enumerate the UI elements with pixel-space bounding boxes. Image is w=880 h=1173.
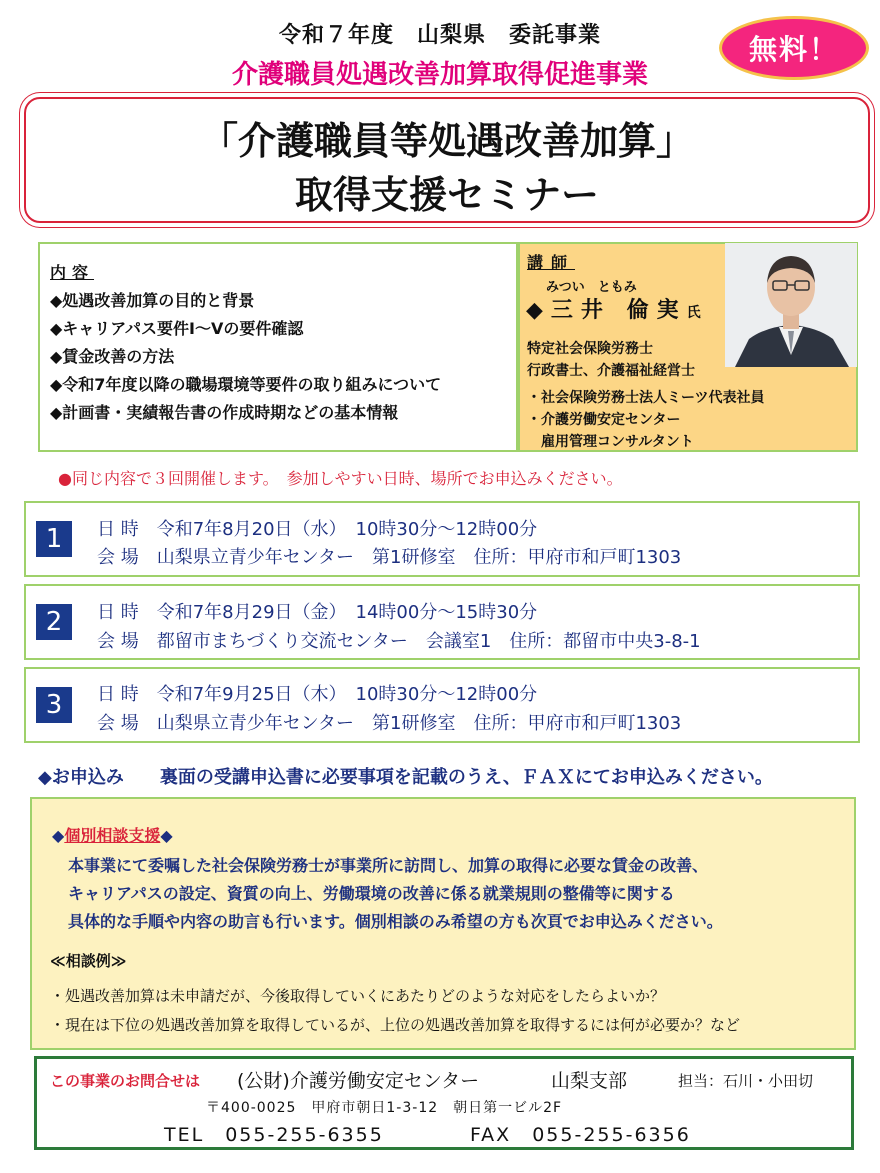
- session-number-badge: 1: [36, 521, 72, 557]
- lecturer-title: ・社会保険労務士法人ミーツ代表社員: [527, 390, 765, 406]
- content-item: ◆計画書・実績報告書の作成時期などの基本情報: [50, 403, 399, 422]
- lecturer-honorific: 氏: [686, 305, 701, 321]
- session-number-badge: 2: [36, 604, 72, 640]
- session-venue: 会 場 山梨県立青少年センター 第1研修室 住所：甲府市和戸町1303: [97, 547, 682, 568]
- consultation-example: ・現在は下位の処遇改善加算を取得しているが、上位の処遇改善加算を取得するには何が必要か？など: [50, 1016, 741, 1034]
- lecturer-title: 行政書士、介護福祉経営士: [527, 363, 695, 379]
- contact-lead: この事業のお問合せは: [50, 1072, 201, 1090]
- contact-organization: (公財)介護労働安定センター: [237, 1070, 480, 1092]
- header-year-line: 令和７年度 山梨県 委託事業: [278, 23, 601, 48]
- contact-person: 担当：石川・小田切: [678, 1072, 814, 1090]
- lecturer-title: ・介護労働安定センター: [527, 412, 681, 428]
- header-project-name: 介護職員処遇改善加算取得促進事業: [231, 60, 648, 90]
- consultation-example: ・処遇改善加算は未申請だが、今後取得していくにあたりどのような対応をしたらよいか？: [50, 987, 666, 1005]
- contact-address: 〒400-0025 甲府市朝日1-3-12 朝日第一ビル2F: [206, 1100, 563, 1116]
- content-item: ◆キャリアパス要件Ⅰ～Ⅴの要件確認: [50, 319, 304, 338]
- lecturer-name-text: ◆三井 倫実: [526, 298, 687, 323]
- heading-diamond: ◆: [160, 826, 173, 845]
- page-title-line1: 「介護職員等処遇改善加算」: [199, 119, 694, 163]
- content-heading: 内容: [50, 263, 95, 282]
- contact-tel: TEL 055-255-6355: [164, 1124, 384, 1146]
- lecturer-title: 特定社会保険労務士: [527, 341, 653, 357]
- lecturer-heading: 講師: [527, 253, 576, 272]
- application-instructions: ◆お申込み 裏面の受講申込書に必要事項を記載のうえ、ＦＡＸにてお申込みください。: [38, 767, 773, 788]
- consultation-text: 具体的な手順や内容の助言も行います。個別相談のみ希望の方も次頁でお申込みください。: [68, 912, 723, 931]
- session-venue: 会 場 都留市まちづくり交流センター 会議室1 住所：都留市中央3-8-1: [97, 631, 701, 652]
- content-item: ◆賃金改善の方法: [50, 347, 175, 366]
- session-venue: 会 場 山梨県立青少年センター 第1研修室 住所：甲府市和戸町1303: [97, 713, 682, 734]
- examples-heading: ≪相談例≫: [50, 952, 127, 970]
- free-badge: [719, 16, 869, 80]
- free-badge-label: 無料！: [748, 33, 839, 66]
- contact-branch: 山梨支部: [551, 1070, 628, 1092]
- page-title-line2: 取得支援セミナー: [294, 173, 599, 217]
- lecturer-photo: [725, 243, 857, 367]
- session-date: 日 時 令和7年9月25日（木） 10時30分～12時00分: [97, 684, 538, 705]
- session-date: 日 時 令和7年8月20日（水） 10時30分～12時00分: [97, 519, 538, 540]
- lecturer-name-reading: みつい ともみ: [546, 280, 637, 295]
- content-item: ◆処遇改善加算の目的と背景: [50, 291, 255, 310]
- consultation-text: キャリアパスの設定、資質の向上、労働環境の改善に係る就業規則の整備等に関する: [68, 884, 675, 903]
- contact-fax: FAX 055-255-6356: [470, 1124, 691, 1146]
- lecturer-title: 雇用管理コンサルタント: [527, 434, 694, 450]
- consultation-text: 本事業にて委嘱した社会保険労務士が事業所に訪問し、加算の取得に必要な賃金の改善、: [68, 856, 709, 875]
- session-number-badge: 3: [36, 687, 72, 723]
- heading-diamond: ◆: [52, 826, 65, 845]
- consultation-heading-text: 個別相談支援: [64, 826, 161, 845]
- schedule-note: ●同じ内容で３回開催します。 参加しやすい日時、場所でお申込みください。: [58, 469, 623, 488]
- session-date: 日 時 令和7年8月29日（金） 14時00分～15時30分: [97, 602, 538, 623]
- consultation-heading: [52, 823, 173, 846]
- content-item: ◆令和7年度以降の職場環境等要件の取り組みについて: [50, 375, 442, 394]
- lecturer-portrait-icon: [725, 243, 857, 367]
- lecturer-name: [526, 293, 701, 324]
